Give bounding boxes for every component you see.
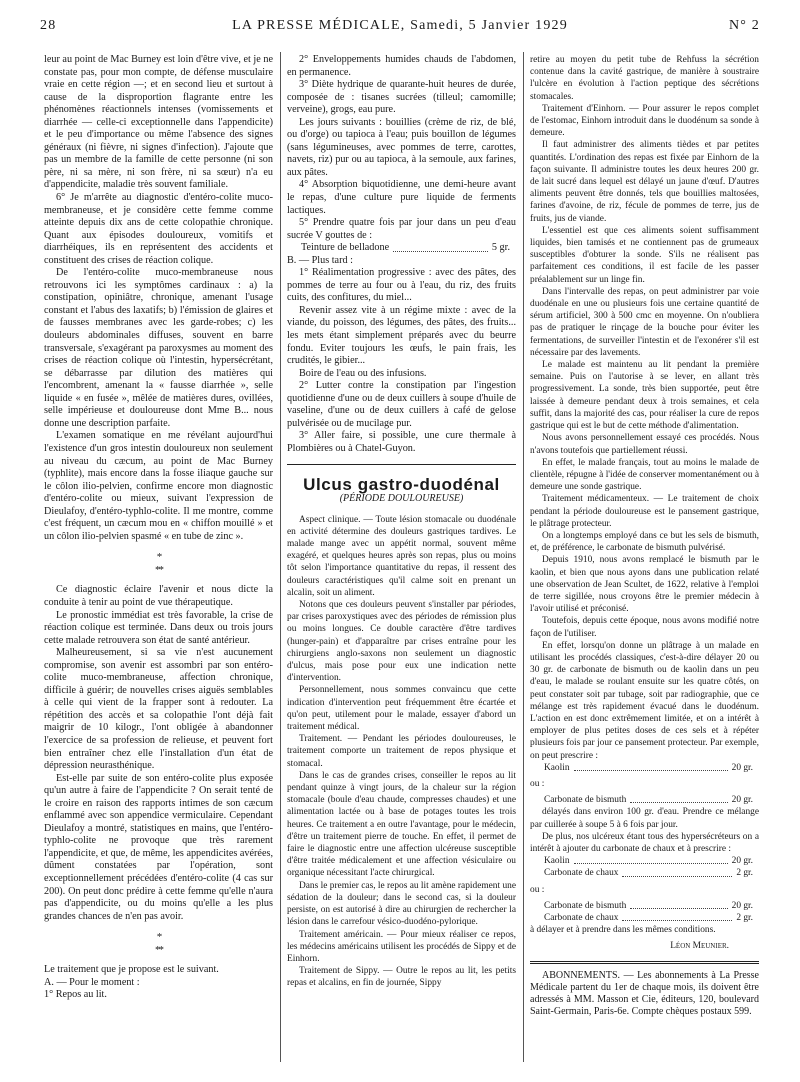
paragraph: Il faut administrer des aliments tièdes et par petites quantités. L'ordination des repas est fixée par Einhorn de la façon suivante. Il administre toutes les deux heures 200 gr. de lait sucré dans lequel est délayé un jaune d'œuf. D'autres aliments peuvent être donnés, tels que bouillies maltosées, farines d'avoine, de riz, fécule de pommes de terre, jus de fruits, jus de viande. — [530, 140, 759, 224]
alternative-label: ou : — [530, 884, 545, 895]
dot-leader — [630, 900, 727, 909]
ingredient-quantity: 2 gr. — [736, 913, 753, 924]
paragraph: Dans l'intervalle des repas, on peut administrer par voie duodénale en une ou plusieurs fois une certaine quantité de sérum artificiel, 300 à 500 cmc en moyenne. On n'oubliera pas de pratiquer le rinçage de la bouche pour éviter les fermentations, de surveiller l'intestin et de l'exonérer s'il est nécessaire par des lavements. — [530, 286, 759, 358]
paragraph: B. — Plus tard : — [287, 254, 353, 266]
article-subtitle: (PÉRIODE DOULOUREUSE) — [339, 493, 464, 505]
ingredient-quantity: 2 gr. — [736, 868, 753, 879]
ingredient-name: Kaolin — [544, 762, 570, 773]
paragraph: Depuis 1910, nous avons remplacé le bismuth par le kaolin, et bien que nous ayons dans une publication relaté une observation de Jean Scultet, de 1622, relative à l'emploi de terre sigillée, nous croyons être le premier médecin à l'avoir utilisé et préconisé. — [530, 555, 759, 615]
paragraph: Traitement d'Einhorn. — Pour assurer le repos complet de l'estomac, Einhorn introduit dans le duodénum sa sonde à demeure. — [530, 103, 759, 139]
paragraph: Dans le premier cas, le repos au lit amène rapidement une sédation de la douleur; dans le second cas, si la douleur persiste, on est autorisé à dire au chirurgien de rechercher la lésion dans le carrefour vésico-duodéno-pylorique. — [287, 880, 516, 928]
prescription-line — [544, 855, 753, 867]
dot-leader — [622, 912, 732, 921]
prescription-line — [544, 762, 753, 774]
paragraph: Le traitement que je propose est le suivant. — [44, 964, 219, 976]
dot-leader — [574, 762, 728, 771]
ingredient-quantity: 20 gr. — [731, 762, 753, 773]
author-signature: Léon Meunier. — [670, 941, 729, 952]
prescription-line — [544, 867, 753, 879]
dot-leader — [393, 242, 488, 252]
paragraph: Traitement de Sippy. — Outre le repos au lit, les petits repas et alcalins, en fin de journée, Sippy — [287, 966, 516, 989]
paragraph: Traitement médicamenteux. — Le traitement de choix pendant la période douloureuse est le pansement gastrique, le plâtrage protecteur. — [530, 494, 759, 529]
paragraph: On a longtemps employé dans ce but les sels de bismuth, et, de préférence, le carbonate de bismuth pulvérisé. — [530, 530, 759, 554]
issue-number: N° 2 — [728, 18, 760, 33]
paragraph: En effet, lorsqu'on donne un plâtrage à un malade en utilisant les procédés classiques, c'est-à-dire délayer 20 ou 30 gr. de carbonate de bismuth ou de kaolin dans un peu d'eau, le malade se roulant ensuite sur les quatre côtés, on peut constater soit par tubage, soit par radiographie, que ce mélange est très rapidement évacué dans le duodénum. L'action en est donc extrêmement limitée, et on a intérêt à employer de plus petites doses de ces sels et à répéter plusieurs fois par jour ce pansement protecteur. Par exemple, on peut prescrire : — [530, 640, 759, 761]
paragraph: En effet, le malade français, tout au moins le malade de clientèle, répugne à l'idée de conserver momentanément ou à demeure une sonde gastrique. — [530, 457, 759, 493]
ingredient-quantity: 5 gr. — [491, 242, 510, 254]
paragraph: à délayer et à prendre dans les mêmes conditions. — [530, 925, 716, 936]
ingredient-name: Carbonate de chaux — [544, 868, 619, 879]
dot-leader — [574, 855, 728, 864]
paragraph: 2° Enveloppements humides chauds de l'abdomen, en permanence. — [287, 54, 516, 78]
section-separator: * ** — [155, 551, 162, 576]
paragraph: Boire de l'eau ou des infusions. — [299, 367, 427, 379]
ingredient-name: Carbonate de bismuth — [544, 900, 627, 911]
paragraph: Le pronostic immédiat est très favorable, la crise de réaction colique est terminée. Dans deux ou trois jours cette malade retrouvera son état de santé antérieur. — [44, 609, 273, 646]
paragraph: Est-elle par suite de son entéro-colite plus exposée qu'un autre à faire de l'appendicite ? On serait tenté de le croire en raison des rapports intimes de son cæcum enflammé avec son appendice vermiculaire. Cependant Dieulafoy a montré, statistiques en mains, que l'entéro-typhlo-colite ne provoque que très rarement l'appendicite, et que, de même, les appendicites avérées, dûment constatées par l'opération, sont exceptionnellement précédées d'entéro-colite (4 cas sur 200). On peut donc prédire à cette femme qu'elle n'aura pas d'appendicite, ou du moins qu'elle a les plus grandes chances de n'en pas avoir. — [44, 772, 273, 922]
paragraph: Les jours suivants : bouillies (crème de riz, de blé, ou d'orge) ou tapioca à l'eau; puis bouillon de légumes (sans légumineuses, avec pommes de terre, carottes, navets, riz) pur ou au tapioca, à la semoule, aux farines, aux pâtes. — [287, 116, 516, 178]
subscription-notice: ABONNEMENTS. — Les abonnements à La Presse Médicale partent du 1er de chaque mois, ils doivent être adressés à MM. Masson et Cie, éditeurs, 120, boulevard Saint-Germain, Paris-6e. Compte chèques postaux 599. — [530, 969, 759, 1018]
prescription-line — [544, 794, 753, 806]
paragraph: L'examen somatique en me révélant aujourd'hui l'existence d'un gros intestin douloureux non seulement au niveau du cæcum, au point de Mac Burney (typhlite), mais encore dans la fosse iliaque gauche sur le côlon ilio-pelvien, confirme encore mon diagnostic d'entéro-colite ou mieux, suivant l'expression de Dieulafoy, d'entéro-typhlo-colite. Il me montre, comme c'est fréquent, un cæcum mou en « chiffon mouillé » et un côlon ilio-pelvien spasmé « en tube de zinc ». — [44, 430, 273, 542]
article-title: Ulcus gastro-duodénal — [303, 474, 500, 494]
alternative-label: ou : — [530, 778, 545, 789]
paragraph: De plus, nos ulcéreux étant tous des hypersécréteurs on a intérêt à ajouter du carbonate de chaux et à prescrire : — [530, 831, 759, 854]
paragraph: 3° Diète hydrique de quarante-huit heures de durée, composée de : tisanes sucrées (tilleul; camomille; verveine), grogs, eau pure. — [287, 79, 516, 116]
paragraph: De l'entéro-colite muco-membraneuse nous retrouvons ici les symptômes cardinaux : a) la constipation, opiniâtre, chronique, amenant l'usage constant et l'abus des laxatifs; b) l'émission de glaires et de fausses membranes avec les garde-robes; c) les douleurs abdominales diffuses, souvent en barre transversale, s'exagérant pa paroxysmes au moment des crises de réaction colique où l'intestin, hypersécrétant, se débarrasse par dilution des matières qui l'encombrent, amenant la « fausse diarrhée », selle liquide « en fusée », mêlée de matières dures, ovillées, selle impérieuse et douloureuse dont Mme B... nous donne une description parfaite. — [44, 267, 273, 429]
paragraph: L'essentiel est que ces aliments soient suffisamment liquides, bien tamisés et ne contiennent pas de grumeaux susceptibles d'obturer la sonde. S'ils ne réalisent pas parfaitement ces conditions, il est facile de les passer préalablement sur un linge fin. — [530, 225, 759, 285]
paragraph: délayés dans environ 100 gr. d'eau. Prendre ce mélange par cuillerée à soupe 5 à 6 fois par jour. — [530, 807, 759, 830]
section-separator: * ** — [155, 931, 162, 956]
ingredient-name: Kaolin — [544, 856, 570, 867]
prescription-line — [544, 912, 753, 924]
paragraph: Traitement américain. — Pour mieux réaliser ce repos, les médecins américains utilisent les procédés de Sippy et de Einhorn. — [287, 929, 516, 964]
ingredient-name: Teinture de belladone — [301, 242, 390, 254]
column-divider — [280, 52, 281, 1062]
paragraph: 2° Lutter contre la constipation par l'ingestion quotidienne d'une ou de deux cuillers à soupe d'huile de vaseline, d'une ou de deux cuillers à café de gelose pulvérisée ou de mucilage pur. — [287, 380, 516, 429]
running-header — [40, 18, 760, 38]
paragraph: retire au moyen du petit tube de Rehfuss la sécrétion contenue dans la cavité gastrique, de manière à soustraire l'ulcère en évolution à l'action peptique des sécrétions stomacales. — [530, 55, 759, 102]
ingredient-quantity: 20 gr. — [731, 856, 753, 867]
paragraph: 4° Absorption biquotidienne, une demi-heure avant le repas, d'une culture pure liquide de ferments lactiques. — [287, 179, 516, 216]
column-2 — [287, 54, 516, 990]
column-1 — [44, 54, 273, 1002]
paragraph: Aspect clinique. — Toute lésion stomacale ou duodénale en activité détermine des douleurs gastriques tardives. Le malade mange avec un appétit normal, souvent même exagéré, et quelques heures après son repas, plus ou moins tôt selon l'importance quantitative du repas, il ressent des douleurs caractéristiques qu'il calme soit en prenant un alcalin, soit un aliment. — [287, 514, 516, 598]
prescription-line — [544, 900, 753, 912]
paragraph: Dans le cas de grandes crises, conseiller le repos au lit pendant quinze à vingt jours, de la chaleur sur la région stomacale (boule d'eau chaude, compresses chaudes) et une alimentation lactée ou à base de potages toutes les trois heures. Ce traitement a en outre l'avantage, pour le médecin, d'être un traitement pierre de touche. En effet, il permet de faire le diagnostic entre une affection ulcéreuse susceptible d'être traitée médicalement et une affection vésiculaire ou organique nécessitant l'acte chirurgical. — [287, 770, 516, 879]
paragraph: Toutefois, depuis cette époque, nous avons modifié notre façon de l'utiliser. — [530, 616, 759, 639]
paragraph: 1° Réalimentation progressive : avec des pâtes, des pommes de terre au four ou à l'eau, du riz, des fruits cuits, des confitures, du miel... — [287, 267, 516, 304]
dot-leader — [630, 794, 727, 803]
column-divider — [523, 52, 524, 1062]
paragraph: 6° Je m'arrête au diagnostic d'entéro-colite muco-membraneuse, et je considère cette femme comme atteinte depuis dix ans de cette colopathie chronique. Quant aux épisodes douloureux, vomitifs et diarrhéiques, ils en représentent des accidents et constituent des crises de réaction colique. — [44, 192, 273, 266]
paragraph: Le malade est maintenu au lit pendant la première semaine. Puis on l'autorise à se lever, en allant très progressivement. La sonde, très bien supportée, peut être laissée à demeure pendant deux à trois semaines, et cela suffit, dans la majorité des cas, pour réaliser la cure de repos gastrique qui est le but de cette méthode d'alimentation. — [530, 360, 759, 432]
ingredient-quantity: 20 gr. — [731, 900, 753, 911]
paragraph: Revenir assez vite à un régime mixte : avec de la viande, du poisson, des légumes, des pâtes, des fruits... les mets étant simplement préparés avec du beurre fondu. Eviter toujours les œufs, le pain frais, les crudités, le gibier... — [287, 304, 516, 367]
prescription-line — [301, 242, 510, 255]
paragraph: 5° Prendre quatre fois par jour dans un peu d'eau sucrée V gouttes de : — [287, 217, 516, 241]
paragraph: 3° Aller faire, si possible, une cure thermale à Plombières ou à Chatel-Guyon. — [287, 430, 516, 454]
paragraph: Notons que ces douleurs peuvent s'installer par périodes, par crises paroxystiques avec des périodes de rémission plus ou moins longues. Ce double caractère d'être tardives (hunger-pain) et d'apparaître par crises entraîne pour les chirurgiens anglo-saxons non seulement un diagnostic d'ulcus, mais pose pour eux une indication nette d'intervention. — [287, 600, 516, 684]
paragraph: Traitement. — Pendant les périodes douloureuses, le traitement comporte un traitement de repos physique et stomacal. — [287, 734, 516, 769]
section-rule — [287, 464, 516, 465]
paragraph: Nous avons personnellement essayé ces procédés. Nous n'avons toutefois que partiellement réussi. — [530, 433, 759, 456]
ingredient-quantity: 20 gr. — [731, 795, 753, 806]
paragraph: Personnellement, nous sommes convaincu que cette indication d'intervention peut fréquemment être écartée et qu'on peut, utilement pour le malade, essayer d'abord un traitement médical. — [287, 685, 516, 733]
dot-leader — [622, 867, 732, 876]
ingredient-name: Carbonate de chaux — [544, 913, 619, 924]
section-rule — [530, 961, 759, 964]
running-title: LA PRESSE MÉDICALE, Samedi, 5 Janvier 1929 — [232, 18, 568, 33]
column-3 — [530, 54, 759, 1018]
paragraph: Ce diagnostic éclaire l'avenir et nous dicte la conduite à tenir au point de vue thérapeutique. — [44, 584, 273, 608]
paragraph: A. — Pour le moment : — [44, 976, 140, 988]
ingredient-name: Carbonate de bismuth — [544, 795, 627, 806]
paragraph: 1° Repos au lit. — [44, 989, 107, 1001]
paragraph: leur au point de Mac Burney est loin d'être vive, et je ne constate pas, pour mon compte, de défense musculaire vraie en cette région —; et en second lieu et surtout à cause de la disproportion flagrante entre les phénomènes réactionnels intenses (vomissements et diarrhée — celle-ci exceptionnelle dans l'appendicite) et le peu d'importance ou même l'absence des signes généraux (ni fièvre, ni signes d'infection). J'ajoute que pas un membre de la famille de cette personne (ni son père, ni sa mère, ni son frère, ni sa sœur) n'a eu d'appendicite, maladie très souvent familiale. — [44, 54, 273, 191]
page-number: 28 — [40, 18, 57, 33]
paragraph: Malheureusement, si sa vie n'est aucunement compromise, son avenir est assombri par son entéro-colite muco-membraneuse, affection chronique, difficile à guérir; de nouvelles crises aiguës semblables à celle qui vient de la frapper sont à redouter. La répétition des accès et sa colopathie l'ont déjà fait maigrir de 10 kilogr., l'ont obligée à abandonner l'exercice de sa profession de relieuse, et peuvent fort bien entraîner chez elle l'installation d'un état de dépression neurasthénique. — [44, 647, 273, 772]
